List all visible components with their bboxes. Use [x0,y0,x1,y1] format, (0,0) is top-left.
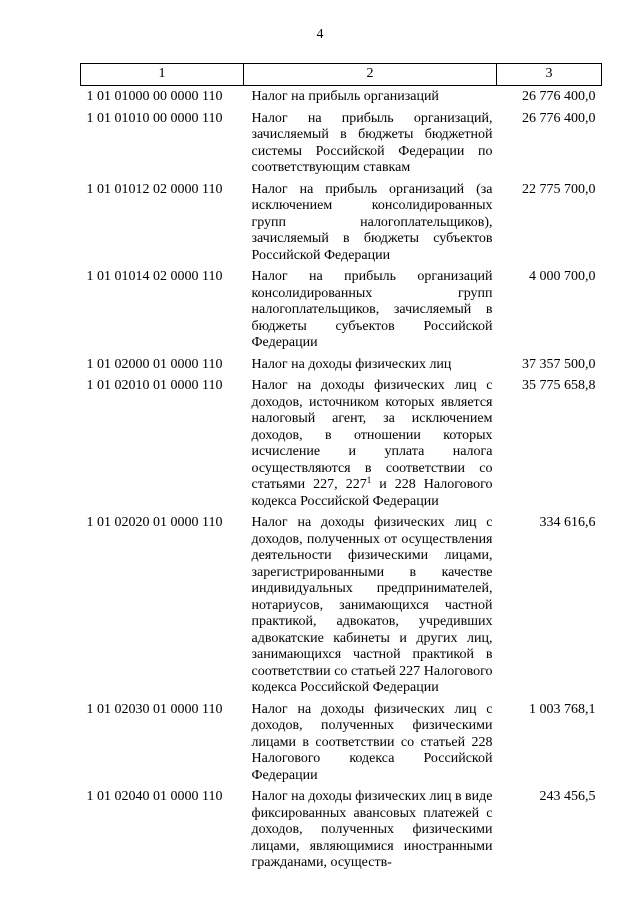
table-body [81,86,602,874]
revenue-name-text: Налог на доходы физических лиц с доходов, источником которых является налоговый агент, за исключением доходов, в отношении которых исчисление и уплата налога осуществляются в соответствии со статьями 227, 227 [251,378,493,492]
revenue-name: Налог на доходы физических лиц в виде фиксированных авансовых платежей с доходов, полученных физическими лицами, являющимися иностранными гражданами, осуществ- [251,789,493,870]
table-row [81,86,602,108]
table-row [81,179,602,267]
revenue-amount: 243 456,5 [539,789,596,804]
header-col-3: 3 [497,64,602,86]
table-header [81,64,602,86]
revenue-amount: 1 003 768,1 [529,701,596,717]
revenue-amount: 37 357 500,0 [522,356,596,372]
budget-code: 1 01 02020 01 0000 110 [86,515,223,530]
table-row [81,266,602,354]
revenue-amount: 35 775 658,8 [522,378,596,393]
revenue-amount: 4 000 700,0 [529,269,596,284]
revenue-amount: 334 616,6 [539,515,596,530]
revenue-amount: 22 775 700,0 [522,181,596,197]
budget-code: 1 01 01010 00 0000 110 [86,110,223,126]
revenue-name-text-cont: и 228 Налогового кодекса Российской Федерации [251,477,493,509]
budget-code: 1 01 01014 02 0000 110 [86,269,223,284]
budget-code: 1 01 02030 01 0000 110 [86,701,223,717]
revenue-name: Налог на прибыль организаций [251,89,439,104]
revenue-name [244,375,497,512]
revenue-name: Налог на прибыль организаций консолидированных групп налогоплательщиков, зачисляемый в бюджеты субъектов Российской Федерации [251,269,493,350]
revenue-name: Налог на доходы физических лиц [251,356,452,372]
revenue-name: Налог на прибыль организаций, зачисляемый в бюджеты бюджетной системы Российской Федерации по соответствующим ставкам [251,110,493,175]
table-row [81,699,602,787]
superscript-mark: 1 [366,475,372,485]
revenue-amount: 26 776 400,0 [522,110,596,126]
table-row [81,375,602,512]
budget-code: 1 01 02010 01 0000 110 [86,378,223,393]
budget-code: 1 01 02000 01 0000 110 [86,356,223,372]
revenue-name: Налог на доходы физических лиц с доходов, полученных физическими лицами в соответствии со статьей 228 Налогового кодекса Российской Федерации [251,701,493,783]
table-row [81,108,602,179]
revenue-name: Налог на доходы физических лиц с доходов, полученных от осуществления деятельности физическими лицами, зарегистрированными в качестве индивидуальных предпринимателей, нотариусов, занимающихся частной практикой, адвокатов, учредивших адвокатские кабинеты и других лиц, занимающихся частной практикой в соответствии со статьей 227 Налогового кодекса Российской Федерации [251,515,493,695]
table-row [81,786,602,874]
budget-code: 1 01 01012 02 0000 110 [86,181,223,197]
revenue-amount: 26 776 400,0 [522,89,596,104]
revenue-name: Налог на прибыль организаций (за исключением консолидированных групп налогоплательщиков), зачисляемый в бюджеты субъектов Российской Федерации [251,181,493,263]
header-col-1: 1 [81,64,244,86]
budget-code: 1 01 02040 01 0000 110 [86,789,223,804]
revenue-table [80,63,602,874]
table-row [81,512,602,699]
budget-code: 1 01 01000 00 0000 110 [86,89,223,104]
table-row [81,354,602,376]
page-number: 4 [316,27,324,42]
header-col-2: 2 [244,64,497,86]
